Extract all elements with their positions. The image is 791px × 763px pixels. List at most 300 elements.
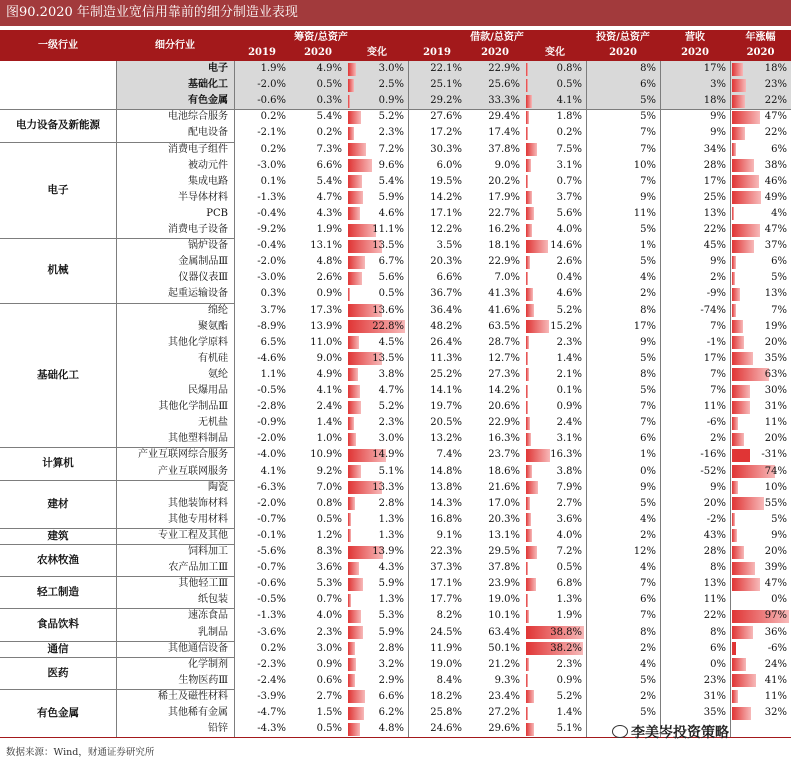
sub-industry: 半导体材料 <box>178 191 228 203</box>
investment-2020: 7% <box>640 401 656 413</box>
borrowing-2020: 22.7% <box>488 207 520 219</box>
borrowing-2020: 63.4% <box>488 626 520 638</box>
sub-industry: 其他稀有金属 <box>168 707 228 718</box>
financing-2019: -0.5% <box>257 385 286 396</box>
financing-2020: 4.8% <box>316 256 342 268</box>
borrowing-2019: 17.1% <box>430 207 462 219</box>
borrowing-2020: 21.2% <box>488 658 520 670</box>
financing-change: 6.6% <box>378 690 404 702</box>
borrowing-2019: 14.1% <box>430 385 462 396</box>
financing-2019: 0.2% <box>260 642 286 654</box>
financing-2019: -2.0% <box>257 79 286 91</box>
header-investment-ratio: 投资/总资产 <box>586 30 660 45</box>
financing-2019: -1.3% <box>257 610 286 622</box>
borrowing-2019: 25.8% <box>430 707 462 718</box>
borrowing-2020: 20.3% <box>488 513 520 525</box>
financing-2020: 0.2% <box>316 127 342 139</box>
financing-2020: 4.9% <box>316 63 342 74</box>
borrowing-change: 5.2% <box>556 690 582 702</box>
financing-2019: -9.2% <box>257 224 286 235</box>
financing-2019: -5.6% <box>257 546 286 557</box>
financing-2019: -2.8% <box>257 401 286 413</box>
borrowing-2020: 17.9% <box>488 191 520 203</box>
financing-2019: -1.3% <box>257 191 286 203</box>
source-note: 数据来源：Wind，财通证券研究所 <box>6 747 155 758</box>
investment-2020: 4% <box>640 513 656 525</box>
industry-group-label: 轻工制造 <box>37 586 79 599</box>
borrowing-2020: 50.1% <box>488 642 520 654</box>
financing-change: 13.5% <box>372 352 404 364</box>
borrowing-2019: 9.1% <box>436 529 462 541</box>
annual-gain-2020: 31% <box>764 401 787 413</box>
annual-gain-2020: 9% <box>771 529 787 541</box>
column-divider <box>234 61 235 737</box>
industry-group-label: 医药 <box>47 666 69 679</box>
financing-change: 3.2% <box>378 658 404 670</box>
investment-2020: 7% <box>640 143 656 155</box>
revenue-2020: 17% <box>703 175 726 187</box>
financing-change: 11.1% <box>372 224 404 235</box>
borrowing-change: 5.2% <box>556 304 582 316</box>
financing-2019: -0.9% <box>257 417 286 429</box>
financing-2020: 4.1% <box>316 385 342 396</box>
annual-gain-2020: 49% <box>764 191 787 203</box>
borrowing-change: 4.6% <box>556 288 582 300</box>
financing-2020: 8.3% <box>316 546 342 557</box>
borrowing-change: 5.6% <box>556 207 582 219</box>
investment-2020: 2% <box>640 642 656 654</box>
annual-gain-2020: 19% <box>764 320 787 332</box>
sub-industry: 铅锌 <box>208 723 228 735</box>
investment-2020: 8% <box>640 63 656 74</box>
financing-2019: -3.0% <box>257 272 286 284</box>
borrowing-2020: 20.6% <box>488 401 520 413</box>
borrowing-2020: 27.2% <box>488 707 520 718</box>
industry-group-label: 通信 <box>47 642 69 655</box>
annual-gain-2020 <box>730 721 791 737</box>
financing-2020: 9.2% <box>316 465 342 477</box>
revenue-2020: 17% <box>703 352 726 364</box>
sub-industry: 产业互联网服务 <box>158 465 228 477</box>
financing-change: 5.9% <box>378 578 404 590</box>
financing-2020: 0.5% <box>316 723 342 735</box>
borrowing-change: 0.9% <box>556 401 582 413</box>
industry-group-label: 农林牧渔 <box>37 554 79 566</box>
borrowing-change: 4.0% <box>556 529 582 541</box>
investment-2020: 10% <box>633 159 656 171</box>
column-divider <box>408 61 409 737</box>
financing-2020: 1.2% <box>316 529 342 541</box>
financing-2019: -2.0% <box>257 256 286 268</box>
financing-2019: 1.1% <box>260 368 286 380</box>
financing-2020: 2.4% <box>316 401 342 413</box>
revenue-2020: 9% <box>710 481 726 493</box>
sub-industry: 消费电子组件 <box>168 143 228 155</box>
summary-separator <box>0 109 791 110</box>
sub-industry: 被动元件 <box>188 159 228 171</box>
borrowing-change: 14.6% <box>550 240 582 252</box>
sub-industry: 氨纶 <box>208 368 228 380</box>
header-a-2019: 2019 <box>234 45 290 61</box>
financing-2020: 1.5% <box>316 707 342 718</box>
borrowing-2019: 48.2% <box>430 320 462 332</box>
industry-group-label: 计算机 <box>42 457 74 470</box>
financing-2019: -6.3% <box>257 481 286 493</box>
financing-2019: -0.4% <box>257 207 286 219</box>
borrowing-2020: 17.0% <box>488 497 520 509</box>
borrowing-2020: 29.6% <box>488 723 520 735</box>
financing-2020: 0.5% <box>316 513 342 525</box>
sub-industry: 无机盐 <box>198 417 228 429</box>
financing-change: 4.3% <box>378 562 404 574</box>
industry-group-label: 机械 <box>47 264 69 277</box>
borrowing-2020: 17.4% <box>488 127 520 139</box>
borrowing-2019: 36.7% <box>430 288 462 300</box>
annual-gain-2020: 20% <box>764 336 787 348</box>
annual-gain-2020: 41% <box>764 674 787 686</box>
annual-gain-2020: 30% <box>764 385 787 396</box>
financing-2019: -0.7% <box>257 562 286 574</box>
borrowing-2019: 11.9% <box>430 642 462 654</box>
revenue-2020: 9% <box>710 127 726 139</box>
investment-2020: 8% <box>640 304 656 316</box>
borrowing-change: 15.2% <box>550 320 582 332</box>
borrowing-change: 3.7% <box>556 191 582 203</box>
financing-change: 4.5% <box>378 336 404 348</box>
annual-gain-2020: 47% <box>764 578 787 590</box>
investment-2020: 1% <box>640 240 656 252</box>
financing-change: 4.7% <box>378 385 404 396</box>
borrowing-change: 1.9% <box>556 610 582 622</box>
borrowing-change: 3.8% <box>556 465 582 477</box>
header-financing-ratio: 筹资/总资产 <box>234 30 408 45</box>
annual-gain-2020: 0% <box>771 594 787 606</box>
annual-gain-2020: 10% <box>764 481 787 493</box>
financing-change: 5.9% <box>378 191 404 203</box>
borrowing-change: 16.3% <box>550 449 582 461</box>
financing-2020: 4.0% <box>316 610 342 622</box>
sub-industry: 其他通信设备 <box>168 642 228 654</box>
borrowing-2019: 6.6% <box>436 272 462 284</box>
revenue-2020: -16% <box>700 449 726 461</box>
financing-2019: -2.0% <box>257 433 286 445</box>
column-divider <box>730 61 731 737</box>
borrowing-2020: 33.3% <box>488 95 520 107</box>
borrowing-2019: 7.4% <box>436 449 462 461</box>
borrowing-change: 1.3% <box>556 594 582 606</box>
investment-2020: 2% <box>640 529 656 541</box>
financing-change: 1.3% <box>378 513 404 525</box>
sub-industry: 产业互联网综合服务 <box>138 449 228 461</box>
investment-2020: 7% <box>640 610 656 622</box>
financing-change: 3.0% <box>378 63 404 74</box>
column-divider <box>116 61 117 737</box>
sub-industry: 消费电子设备 <box>168 224 228 235</box>
borrowing-change: 7.5% <box>556 143 582 155</box>
financing-change: 2.9% <box>378 674 404 686</box>
borrowing-2020: 37.8% <box>488 562 520 574</box>
financing-2020: 4.7% <box>316 191 342 203</box>
sub-industry: 金属制品Ⅲ <box>178 256 228 268</box>
investment-2020: 7% <box>640 578 656 590</box>
investment-2020: 5% <box>640 256 656 268</box>
annual-gain-2020: 13% <box>764 288 787 300</box>
annual-gain-2020: 63% <box>764 368 787 380</box>
investment-2020: 5% <box>640 497 656 509</box>
revenue-2020: 13% <box>703 207 726 219</box>
borrowing-2019: 20.3% <box>430 256 462 268</box>
sub-industry: 其他专用材料 <box>168 513 228 525</box>
investment-2020: 4% <box>640 658 656 670</box>
borrowing-change: 3.1% <box>556 159 582 171</box>
borrowing-2020: 28.7% <box>488 336 520 348</box>
revenue-2020: 7% <box>710 368 726 380</box>
investment-2020: 11% <box>633 207 656 219</box>
sub-industry: PCB <box>206 207 228 219</box>
revenue-2020: -6% <box>706 417 726 429</box>
financing-2020: 17.3% <box>310 304 342 316</box>
revenue-2020: 8% <box>710 626 726 638</box>
investment-2020: 5% <box>640 385 656 396</box>
financing-change: 13.3% <box>372 481 404 493</box>
borrowing-2019: 17.2% <box>430 127 462 139</box>
sub-industry: 生物医药Ⅲ <box>178 674 228 686</box>
financing-2020: 5.4% <box>316 111 342 123</box>
wechat-icon <box>612 725 628 738</box>
borrowing-2020: 25.6% <box>488 79 520 91</box>
header-gain-2020: 2020 <box>730 45 791 61</box>
annual-gain-2020: 55% <box>764 497 787 509</box>
financing-2020: 3.6% <box>316 562 342 574</box>
sub-industry: 陶瓷 <box>208 481 228 493</box>
header-a-2020: 2020 <box>290 45 346 61</box>
borrowing-change: 5.1% <box>556 723 582 735</box>
borrowing-2019: 13.8% <box>430 481 462 493</box>
industry-group-label: 建材 <box>47 497 69 510</box>
financing-2020: 7.0% <box>316 481 342 493</box>
borrowing-change: 4.0% <box>556 224 582 235</box>
financing-2020: 13.1% <box>310 240 342 252</box>
investment-2020: 4% <box>640 272 656 284</box>
borrowing-2020: 29.4% <box>488 111 520 123</box>
financing-2019: 0.2% <box>260 143 286 155</box>
borrowing-2019: 25.2% <box>430 368 462 380</box>
financing-2019: -4.3% <box>257 723 286 735</box>
borrowing-2020: 63.5% <box>488 320 520 332</box>
borrowing-change: 7.9% <box>556 481 582 493</box>
borrowing-2019: 19.7% <box>430 401 462 413</box>
borrowing-2019: 24.6% <box>430 723 462 735</box>
financing-change: 2.5% <box>378 79 404 91</box>
borrowing-change: 1.4% <box>556 352 582 364</box>
sub-industry: 乳制品 <box>198 626 228 638</box>
borrowing-change: 0.9% <box>556 674 582 686</box>
annual-gain-2020: 32% <box>764 707 787 718</box>
revenue-2020: 20% <box>703 497 726 509</box>
financing-2020: 1.9% <box>316 224 342 235</box>
financing-change: 0.9% <box>378 95 404 107</box>
industry-group-label: 建筑 <box>47 529 69 542</box>
borrowing-2019: 17.1% <box>430 578 462 590</box>
financing-change: 13.6% <box>372 304 404 316</box>
financing-2020: 0.7% <box>316 594 342 606</box>
sub-industry: 农产品加工Ⅲ <box>168 562 228 574</box>
industry-group-label: 电力设备及新能源 <box>16 119 100 132</box>
financing-2020: 0.8% <box>316 497 342 509</box>
borrowing-2020: 9.0% <box>494 159 520 171</box>
investment-2020: 9% <box>640 191 656 203</box>
investment-2020: 7% <box>640 127 656 139</box>
annual-gain-2020: 20% <box>764 546 787 557</box>
revenue-2020: 13% <box>703 578 726 590</box>
annual-gain-2020: 7% <box>771 304 787 316</box>
financing-change: 6.7% <box>378 256 404 268</box>
borrowing-2020: 10.1% <box>488 610 520 622</box>
financing-2019: 3.7% <box>260 304 286 316</box>
sub-industry: 纸包装 <box>198 594 228 606</box>
revenue-2020: 17% <box>703 63 726 74</box>
financing-change: 7.2% <box>378 143 404 155</box>
financing-2020: 5.3% <box>316 578 342 590</box>
financing-2020: 4.3% <box>316 207 342 219</box>
financing-2020: 3.0% <box>316 642 342 654</box>
revenue-2020: 0% <box>710 658 726 670</box>
header-level1: 一级行业 <box>0 30 116 61</box>
header-level2: 细分行业 <box>116 30 234 61</box>
borrowing-change: 0.7% <box>556 175 582 187</box>
borrowing-2020: 23.9% <box>488 578 520 590</box>
investment-2020: 5% <box>640 707 656 718</box>
financing-change: 0.5% <box>378 288 404 300</box>
financing-2019: 1.9% <box>260 63 286 74</box>
borrowing-2019: 26.4% <box>430 336 462 348</box>
revenue-2020: 35% <box>703 707 726 718</box>
borrowing-2020: 22.9% <box>488 256 520 268</box>
financing-2019: 0.1% <box>260 175 286 187</box>
investment-2020: 4% <box>640 562 656 574</box>
financing-2020: 13.9% <box>310 320 342 332</box>
financing-2020: 0.3% <box>316 95 342 107</box>
borrowing-2019: 29.2% <box>430 95 462 107</box>
header-revenue: 营收 <box>660 30 730 45</box>
financing-2020: 9.0% <box>316 352 342 364</box>
borrowing-2020: 23.4% <box>488 690 520 702</box>
financing-change: 3.0% <box>378 433 404 445</box>
revenue-2020: 34% <box>703 143 726 155</box>
annual-gain-2020: 39% <box>764 562 787 574</box>
annual-gain-2020: 24% <box>764 658 787 670</box>
sub-industry: 绵纶 <box>208 304 228 316</box>
borrowing-change: 0.5% <box>556 79 582 91</box>
revenue-2020: -52% <box>700 465 726 477</box>
borrowing-2020: 41.6% <box>488 304 520 316</box>
financing-change: 5.2% <box>378 111 404 123</box>
sub-industry: 基础化工 <box>188 79 228 91</box>
financing-2019: -2.1% <box>257 127 286 139</box>
financing-change: 5.1% <box>378 465 404 477</box>
figure-title: 图90.2020 年制造业宽信用靠前的细分制造业表现 <box>0 0 791 26</box>
borrowing-change: 6.8% <box>556 578 582 590</box>
financing-2020: 11.0% <box>310 336 342 348</box>
revenue-2020: 2% <box>710 433 726 445</box>
revenue-2020: 43% <box>703 529 726 541</box>
header-a-change: 变化 <box>346 45 408 61</box>
annual-gain-2020: 47% <box>764 224 787 235</box>
borrowing-2019: 22.3% <box>430 546 462 557</box>
sub-industry: 民爆用品 <box>188 385 228 396</box>
investment-2020: 8% <box>640 626 656 638</box>
borrowing-2019: 20.5% <box>430 417 462 429</box>
header-rev-2020: 2020 <box>660 45 730 61</box>
financing-change: 2.3% <box>378 127 404 139</box>
financing-2020: 1.0% <box>316 433 342 445</box>
investment-2020: 17% <box>633 320 656 332</box>
financing-2019: -0.5% <box>257 594 286 606</box>
annual-gain-2020: 22% <box>764 95 787 107</box>
borrowing-2020: 27.3% <box>488 368 520 380</box>
annual-gain-2020: 22% <box>764 127 787 139</box>
watermark-text: 李美岑投资策略 <box>631 725 729 741</box>
borrowing-2019: 16.8% <box>430 513 462 525</box>
borrowing-change: 2.1% <box>556 368 582 380</box>
sub-industry: 其他装饰材料 <box>168 497 228 509</box>
sub-industry: 其他轻工Ⅲ <box>178 578 228 590</box>
borrowing-change: 1.8% <box>556 111 582 123</box>
revenue-2020: 22% <box>703 224 726 235</box>
borrowing-change: 38.8% <box>550 626 582 638</box>
borrowing-2019: 17.7% <box>430 594 462 606</box>
annual-gain-2020: 5% <box>771 272 787 284</box>
financing-change: 4.8% <box>378 723 404 735</box>
borrowing-change: 3.6% <box>556 513 582 525</box>
financing-2019: -3.0% <box>257 159 286 171</box>
financing-2019: 0.2% <box>260 111 286 123</box>
financing-2019: -3.9% <box>257 690 286 702</box>
financing-change: 1.3% <box>378 594 404 606</box>
revenue-2020: 23% <box>703 674 726 686</box>
investment-2020: 0% <box>640 465 656 477</box>
financing-change: 14.9% <box>372 449 404 461</box>
annual-gain-2020: 11% <box>764 690 787 702</box>
header-b-2019: 2019 <box>408 45 466 61</box>
financing-2019: -0.7% <box>257 513 286 525</box>
financing-change: 3.8% <box>378 368 404 380</box>
revenue-2020: 7% <box>710 320 726 332</box>
investment-2020: 8% <box>640 368 656 380</box>
financing-change: 5.3% <box>378 610 404 622</box>
revenue-2020: 9% <box>710 111 726 123</box>
borrowing-2019: 22.1% <box>430 63 462 74</box>
financing-2020: 5.4% <box>316 175 342 187</box>
annual-gain-2020: 47% <box>764 111 787 123</box>
borrowing-2019: 3.5% <box>436 240 462 252</box>
annual-gain-2020: 4% <box>771 207 787 219</box>
borrowing-2019: 18.2% <box>430 690 462 702</box>
borrowing-2020: 41.3% <box>488 288 520 300</box>
borrowing-2020: 9.3% <box>494 674 520 686</box>
borrowing-2020: 7.0% <box>494 272 520 284</box>
revenue-2020: -74% <box>700 304 726 316</box>
borrowing-change: 0.2% <box>556 127 582 139</box>
borrowing-2020: 20.2% <box>488 175 520 187</box>
column-divider <box>586 61 587 737</box>
financing-2020: 2.6% <box>316 272 342 284</box>
financing-change: 6.2% <box>378 707 404 718</box>
borrowing-change: 2.7% <box>556 497 582 509</box>
borrowing-2020: 23.7% <box>488 449 520 461</box>
investment-2020: 2% <box>640 690 656 702</box>
sub-industry: 电子 <box>208 63 228 74</box>
